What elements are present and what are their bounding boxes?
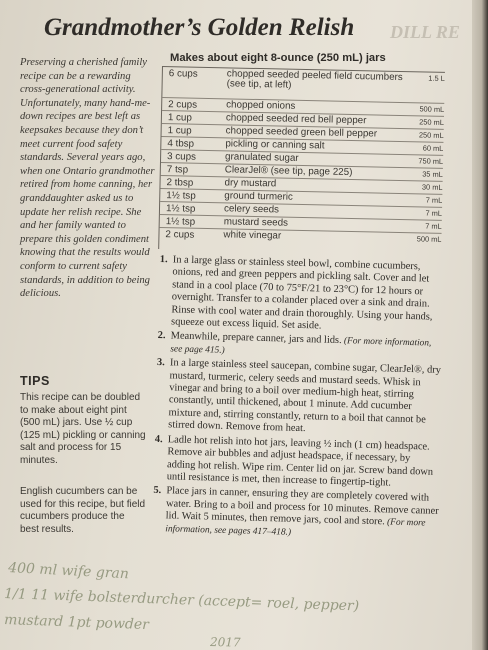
ingredient-amount: 2 cups <box>165 229 195 241</box>
ingredient-table <box>158 66 445 255</box>
ingredient-name: chopped seeded peeled field cucumbers (see tip, at left) <box>226 68 403 92</box>
handwritten-line: 400 ml wife gran <box>7 560 130 583</box>
ingredient-name: white vinegar <box>223 229 282 242</box>
page-edge <box>472 0 488 650</box>
ingredient-name: ClearJel® (see tip, page 225) <box>224 164 353 179</box>
step-text: Ladle hot relish into hot jars, leaving ½ inch (1 cm) headspace. Remove air bubbles and adjust headspace, if necessary, by adding hot relish. Wipe rim. Center lid on jar. Screw band down until resistance is met, then increase to fingertip-tight. <box>166 433 434 489</box>
ingredient-name: chopped seeded red bell pepper <box>225 112 367 127</box>
ingredient-name: granulated sugar <box>224 151 299 164</box>
ingredient-metric: 30 mL <box>421 182 443 192</box>
handwritten-line: 1/1 11 wife bolsterdurcher (accept= roel, pepper) <box>3 586 360 615</box>
ingredient-metric: 7 mL <box>425 221 442 231</box>
ingredient-metric: 500 mL <box>416 234 442 244</box>
tips-heading: TIPS <box>20 374 50 388</box>
handwritten-line: mustard 1pt powder <box>3 612 150 634</box>
ingredient-amount: 6 cups <box>168 68 198 80</box>
handwritten-line: 2017 <box>209 635 241 650</box>
method-step <box>154 434 441 492</box>
handwritten-notes <box>0 554 488 650</box>
ingredient-amount: 1½ tsp <box>166 190 196 202</box>
ingredient-metric: 250 mL <box>419 117 444 127</box>
ingredient-name: ground turmeric <box>224 190 294 203</box>
step-text: In a large stainless steel saucepan, combine sugar, ClearJel®, dry mustard, turmeric, celery seeds and mustard seeds. Whisk in vinegar and bring to a boil over medium-high heat, stirring constantly, until thickened, about 1 minute. Add cucumber mixture and, stirring constantly, return to a boil that cannot be stirred down. Remove from heat. <box>168 357 442 435</box>
step-number: 2. <box>157 330 166 342</box>
ingredient-name: chopped onions <box>226 99 296 112</box>
ingredient-metric: 500 mL <box>419 104 445 114</box>
step-text: Meanwhile, prepare canner, jars and lids. <box>170 330 342 347</box>
ingredient-metric: 750 mL <box>418 156 444 166</box>
tip-cucumbers: English cucumbers can be used for this recipe, but field cucumbers produce the best results. <box>20 486 146 535</box>
ingredient-metric: 60 mL <box>422 143 444 153</box>
ingredient-metric: 1.5 L <box>428 73 445 83</box>
recipe-yield: Makes about eight 8-ounce (250 mL) jars <box>170 52 386 64</box>
ingredient-name: celery seeds <box>223 203 280 216</box>
step-reference-note: (For more information, see pages 417–418.) <box>165 517 426 538</box>
method-step <box>155 357 443 439</box>
step-text: Place jars in canner, ensuring they are completely covered with water. Bring to a boil and process for 10 minutes. Remove canner lid. Wait 5 minutes, then remove jars, cool and store. <box>165 485 439 528</box>
ingredient-name: mustard seeds <box>223 216 289 229</box>
ingredient-amount: 2 cups <box>168 99 198 111</box>
ingredient-metric: 7 mL <box>425 195 443 205</box>
ingredient-metric: 7 mL <box>425 208 443 218</box>
method-step <box>152 485 439 543</box>
intro-text: Preserving a cherished family recipe can be a rewarding cross-generational activity. Unfortunately, many hand-me-down recipes are best left as keepsakes because they don’t meet current food safety standards. Several years ago, when one Ontario grandmother retired from home canning, her granddaughter asked us to update her relish recipe. She and her family wanted to prepare this golden condiment knowing that the results would conform to current safety standards, in addition to being delicious. <box>20 57 155 300</box>
method-steps <box>152 254 446 545</box>
recipe-title: Grandmother’s Golden Relish <box>44 14 355 41</box>
method-step <box>158 254 446 336</box>
step-reference-note: (For more information, see page 415.) <box>170 336 432 356</box>
step-number: 5. <box>153 485 162 497</box>
ingredient-amount: 1 cup <box>167 125 192 137</box>
ingredient-name: dry mustard <box>224 177 277 190</box>
ingredient-amount: 2 tbsp <box>166 177 194 189</box>
ingredient-amount: 1½ tsp <box>165 216 196 228</box>
step-number: 4. <box>154 433 163 445</box>
ingredient-amount: 1½ tsp <box>165 203 196 215</box>
ingredient-name: chopped seeded green bell pepper <box>225 125 378 140</box>
step-number: 1. <box>159 254 168 266</box>
tip-doubling: This recipe can be doubled to make about eight pint (500 mL) jars. Use ½ cup (125 mL) pickling or canning salt and process for 15 minutes. <box>20 392 146 466</box>
ingredient-amount: 7 tsp <box>166 164 189 176</box>
ingredient-amount: 4 tbsp <box>167 138 195 150</box>
step-number: 3. <box>156 357 165 369</box>
ingredient-metric: 35 mL <box>422 169 443 179</box>
ingredient-amount: 3 cups <box>166 151 197 163</box>
show-through-text: DILL RE <box>390 22 460 42</box>
ingredient-metric: 250 mL <box>418 130 444 140</box>
ingredient-name: pickling or canning salt <box>225 138 325 152</box>
ingredient-amount: 1 cup <box>167 112 192 124</box>
step-text: In a large glass or stainless steel bowl, combine cucumbers, onions, red and green peppers and pickling salt. Cover and let stand in a cool place (70 to 75°F/21 to 23°C) for 12 hours or overnight. Transfer to a colander placed over a sink and drain. Rinse with cool water and drain thoroughly. Using your hands, squeeze out excess liquid. Set aside. <box>170 254 433 332</box>
